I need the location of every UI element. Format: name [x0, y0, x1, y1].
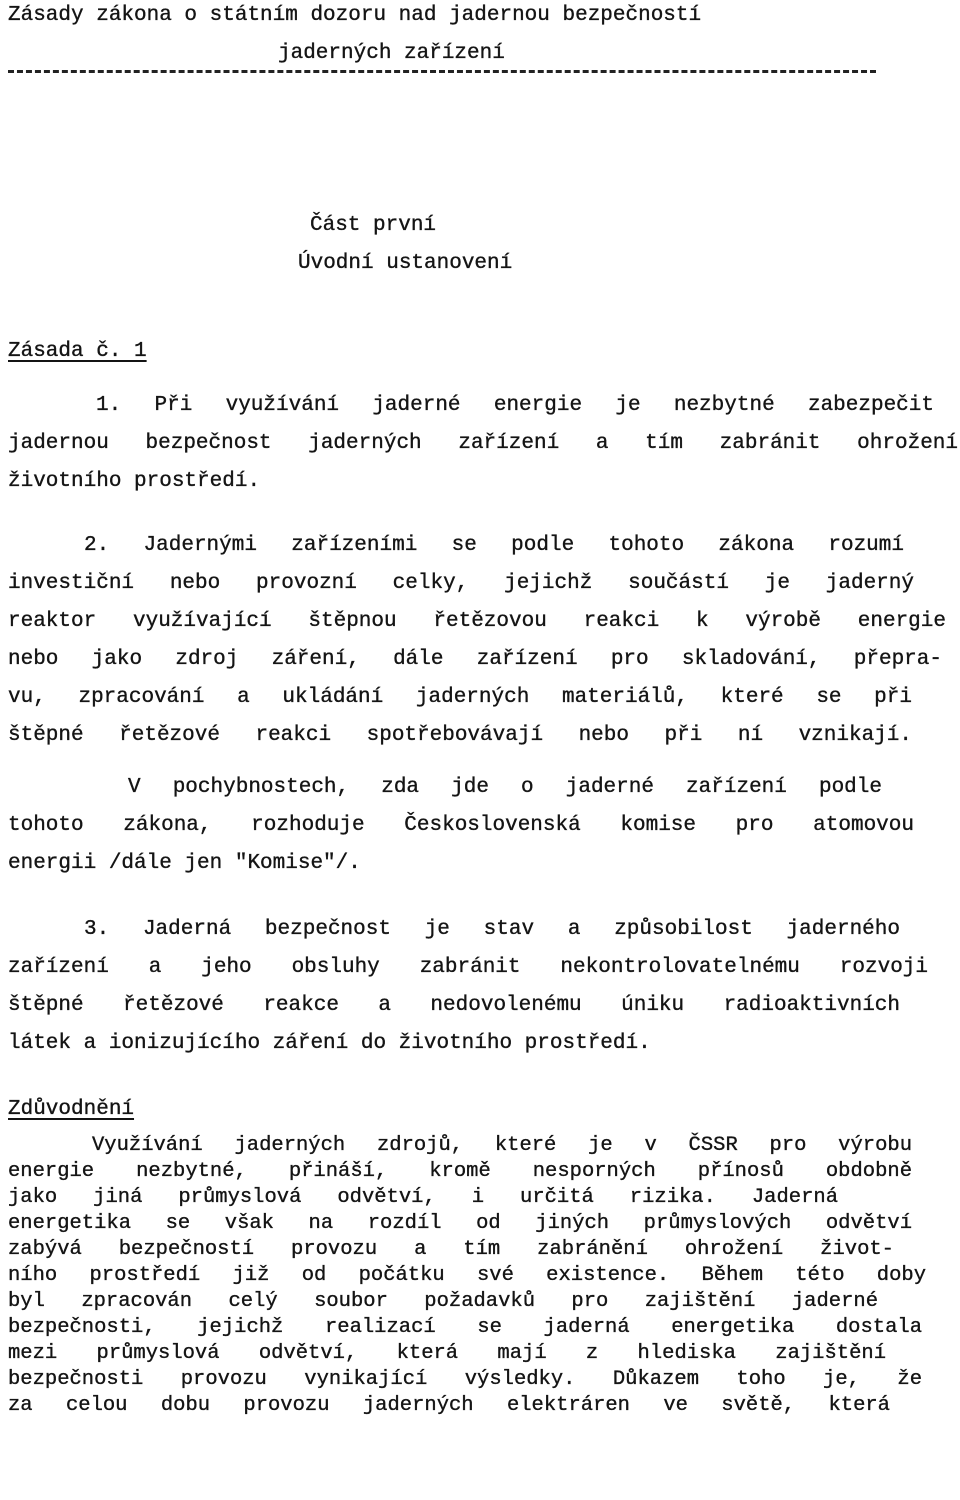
justification-line: energetika se však na rozdíl od jiných průmyslových odvětví — [8, 1212, 912, 1235]
paragraph-1-line: 1. Při využívání jaderné energie je nezbytné zabezpečit — [96, 394, 934, 417]
paragraph-2-line: 2. Jadernými zařízeními se podle tohoto zákona rozumí — [84, 534, 904, 557]
paragraph-3-line: štěpné řetězové reakce a nedovolenému úniku radioaktivních — [8, 994, 900, 1017]
document-title-line-1: Zásady zákona o státním dozoru nad jadernou bezpečností — [8, 4, 702, 27]
paragraph-2-line: investiční nebo provozní celky, jejichž součástí je jaderný — [8, 572, 914, 595]
paragraph-2-line: reaktor využívající štěpnou řetězovou reakci k výrobě energie — [8, 610, 946, 633]
justification-line: zabývá bezpečností provozu a tím zabránění ohrožení život- — [8, 1238, 894, 1261]
part-name: Úvodní ustanovení — [298, 252, 513, 275]
justification-line: za celou dobu provozu jaderných elektráren ve světě, která — [8, 1394, 890, 1417]
paragraph-2-line: nebo jako zdroj záření, dále zařízení pro skladování, přepra- — [8, 648, 942, 671]
justification-line: mezi průmyslová odvětví, která mají z hlediska zajištění — [8, 1342, 886, 1365]
justification-line: ního prostředí již od počátku své existence. Během této doby — [8, 1264, 926, 1287]
justification-line: bezpečnosti, jejichž realizací se jaderná energetika dostala — [8, 1316, 922, 1339]
justification-heading: Zdůvodnění — [8, 1098, 135, 1121]
paragraph-3-line: zařízení a jeho obsluhy zabránit nekontrolovatelnému rozvoji — [8, 956, 928, 979]
paragraph-1-line: jadernou bezpečnost jaderných zařízení a tím zabránit ohrožení — [8, 432, 958, 455]
principle-heading: Zásada č. 1 — [8, 340, 147, 363]
paragraph-2-line: vu, zpracování a ukládání jaderných materiálů, které se při — [8, 686, 912, 709]
paragraph-2-line: štěpné řetězové reakci spotřebovávají nebo při ní vznikají. — [8, 724, 912, 747]
paragraph-2b-line: V pochybnostech, zda jde o jaderné zařízení podle — [128, 776, 882, 799]
justification-line: byl zpracován celý soubor požadavků pro zajištění jaderné — [8, 1290, 878, 1313]
paragraph-2b-line: tohoto zákona, rozhoduje Československá komise pro atomovou — [8, 814, 914, 837]
paragraph-3-line: 3. Jaderná bezpečnost je stav a způsobilost jaderného — [84, 918, 900, 941]
paragraph-1-line: životního prostředí. — [8, 470, 261, 493]
justification-line: bezpečnosti provozu vynikající výsledky. Důkazem toho je, že — [8, 1368, 922, 1391]
justification-line: energie nezbytné, přináší, kromě nesporných přínosů obdobně — [8, 1160, 912, 1183]
title-separator-dashes — [8, 70, 876, 73]
justification-line: jako jiná průmyslová odvětví, i určitá rizika. Jaderná — [8, 1186, 838, 1209]
part-number: Část první — [310, 214, 437, 237]
justification-line: Využívání jaderných zdrojů, které je v ČSSR pro výrobu — [92, 1134, 912, 1157]
paragraph-3-line: látek a ionizujícího záření do životního prostředí. — [8, 1032, 651, 1055]
document-title-line-2: jaderných zařízení — [278, 42, 505, 65]
paragraph-2b-line: energii /dále jen "Komise"/. — [8, 852, 361, 875]
